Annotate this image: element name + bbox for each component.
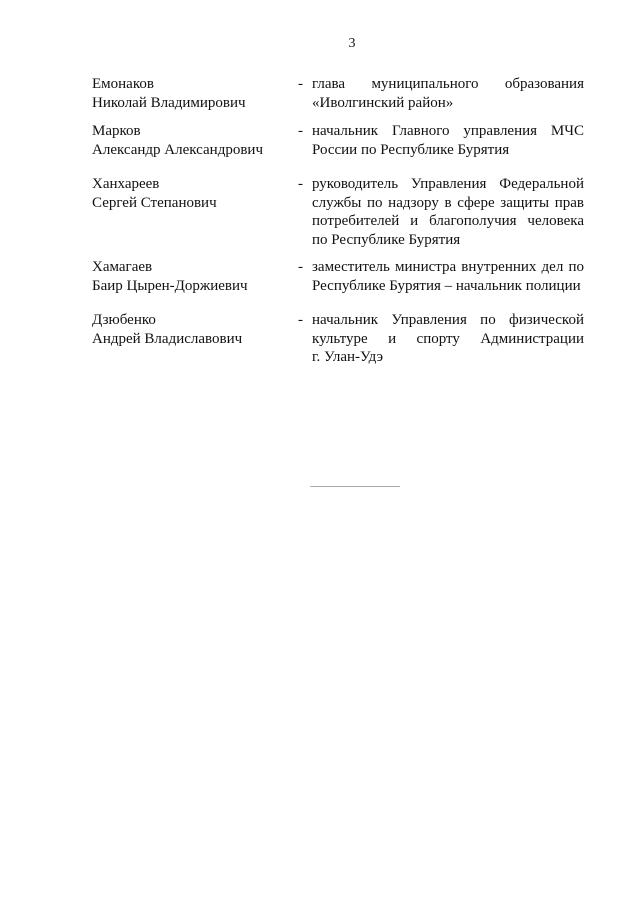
member-position (312, 122, 584, 159)
end-divider (310, 486, 400, 487)
member-given-name: Андрей Владиславович (92, 330, 243, 347)
position-line: начальник Управления по физической (312, 312, 584, 328)
position-line: руководитель Управления Федеральной (312, 176, 584, 192)
member-surname: Хамагаев (92, 259, 153, 275)
page-number: 3 (348, 36, 356, 51)
position-line: потребителей и благополучия человека (312, 213, 584, 229)
member-position (312, 75, 584, 112)
member-name (92, 75, 292, 112)
position-line: заместитель министра внутренних дел по (312, 259, 584, 275)
member-name (92, 311, 292, 348)
member-given-name: Александр Александрович (92, 141, 263, 158)
member-surname: Ханхареев (92, 176, 160, 192)
separator-dash: - (298, 176, 303, 192)
member-given-name: Баир Цырен-Доржиевич (92, 277, 248, 294)
separator-dash: - (298, 76, 303, 92)
position-line: «Иволгинский район» (312, 94, 454, 111)
member-name (92, 175, 292, 212)
position-line: культуре и спорту Администрации (312, 330, 584, 347)
member-name (92, 122, 292, 159)
separator-dash: - (298, 123, 303, 139)
position-line: г. Улан-Удэ (312, 349, 384, 365)
position-line: службы по надзору в сфере защиты прав (312, 194, 584, 211)
member-surname: Емонаков (92, 76, 154, 92)
member-surname: Марков (92, 123, 141, 139)
position-line: Республике Бурятия – начальник полиции (312, 277, 581, 294)
member-position (312, 175, 584, 249)
member-surname: Дзюбенко (92, 312, 156, 328)
position-line: начальник Главного управления МЧС (312, 123, 584, 139)
separator-dash: - (298, 312, 303, 328)
position-line: России по Республике Бурятия (312, 141, 510, 158)
position-line: по Республике Бурятия (312, 231, 461, 248)
member-name (92, 258, 292, 295)
member-position (312, 258, 584, 295)
member-position (312, 311, 584, 367)
member-given-name: Николай Владимирович (92, 94, 246, 111)
position-line: глава муниципального образования (312, 76, 584, 92)
member-given-name: Сергей Степанович (92, 194, 217, 211)
separator-dash: - (298, 259, 303, 275)
